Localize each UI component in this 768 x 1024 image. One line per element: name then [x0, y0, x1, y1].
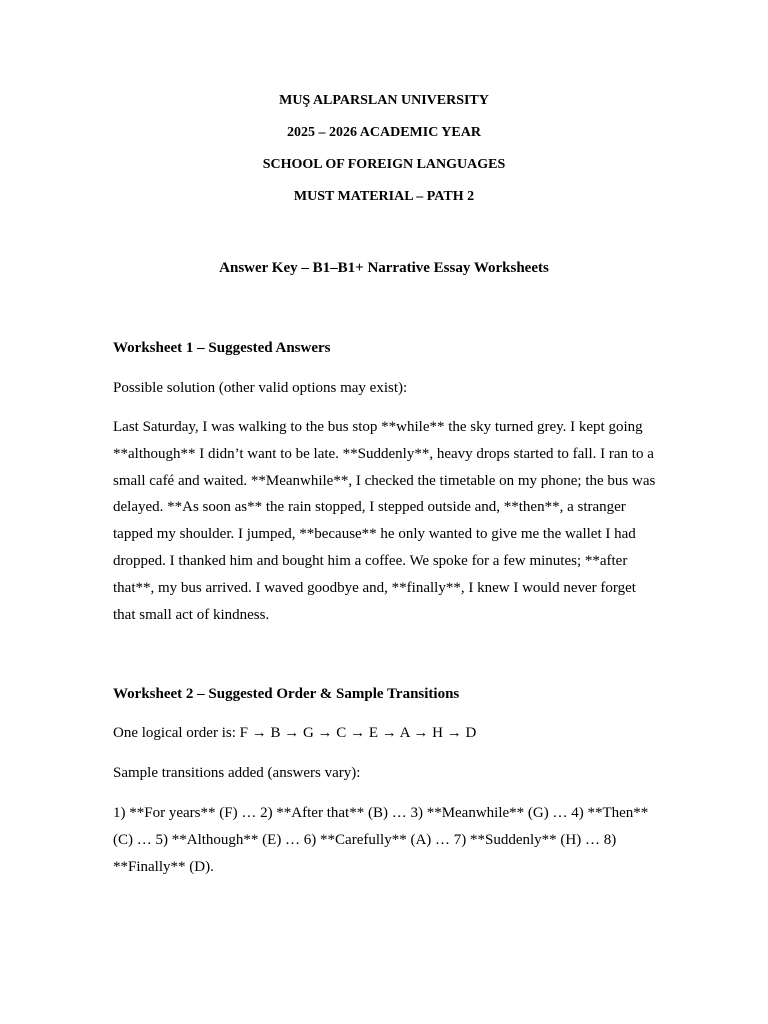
worksheet1-intro: Possible solution (other valid options may exist):: [113, 380, 408, 396]
worksheet2-transitions: 1) **For years** (F) … 2) **After that** (B) … 3) **Meanwhile** (G) … 4) **Then** (C) … 5) **Although** (E) … 6) **Carefully** (A) … 7) **Suddenly** (H) … 8) **Finally** (D).: [113, 805, 649, 875]
material-name: MUST MATERIAL – PATH 2: [293, 189, 475, 204]
worksheet1-heading: Worksheet 1 – Suggested Answers: [113, 340, 331, 356]
worksheet2-transitions-intro: Sample transitions added (answers vary):: [113, 765, 361, 781]
school-name: SCHOOL OF FOREIGN LANGUAGES: [262, 157, 506, 172]
academic-year: 2025 – 2026 ACADEMIC YEAR: [287, 125, 481, 140]
worksheet2-order: One logical order is: F → B → G → C → E → A → H → D: [113, 725, 477, 741]
worksheet1-answer-text: Last Saturday, I was walking to the bus stop **while** the sky turned grey. I kept going **although** I didn’t want to be late. **Suddenly**, heavy drops started to fall. I ran to a small café and waited. **Meanwhile**, I checked the timetable on my phone; the bus was delayed. **As soon as** the rain stopped, I stepped outside and, **then**, a stranger tapped my shoulder. I jumped, **because** he only wanted to give me the wallet I had dropped. I thanked him and bought him a coffee. We spoke for a few minutes; **after that**, my bus arrived. I waved goodbye and, **finally**, I knew I would never forget that small act of kindness.: [113, 419, 656, 623]
university-name: MUŞ ALPARSLAN UNIVERSITY: [279, 93, 489, 108]
document-title: Answer Key – B1–B1+ Narrative Essay Worksheets: [219, 260, 549, 276]
worksheet2-heading: Worksheet 2 – Suggested Order & Sample Transitions: [113, 686, 460, 702]
